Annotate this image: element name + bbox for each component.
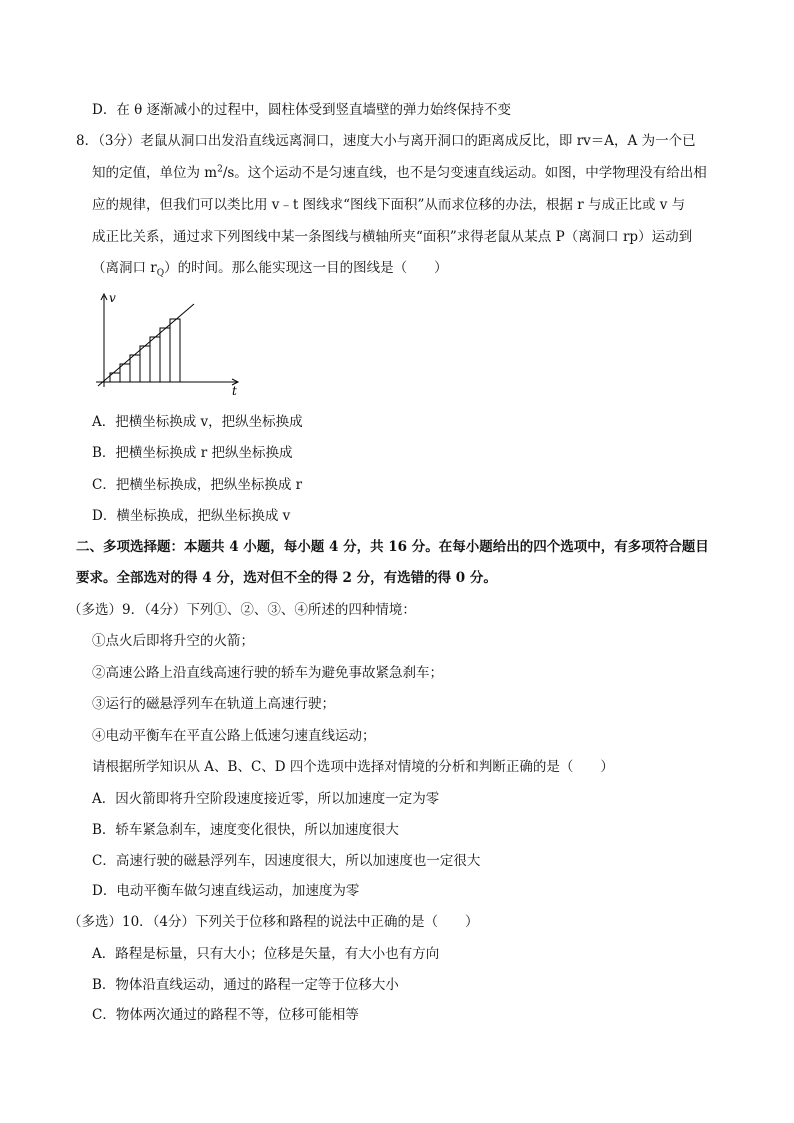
q9-scenario-1: ①点火后即将升空的火箭；	[92, 633, 254, 649]
section-2-header-line-1: 二、多项选择题：本题共 4 小题，每小题 4 分，共 16 分。在每小题给出的四个选项中，有多项符合题目	[76, 539, 709, 555]
q8-stem-line-5-pre: （离洞口 r	[92, 260, 157, 276]
q8-stem-line-5-post: ）的时间。那么能实现这一目的图线是（ ）	[164, 260, 448, 276]
q8-stem-line-2-post: /s。这个运动不是匀速直线，也不是匀变速直线运动。如图，中学物理没有给出相	[222, 165, 707, 181]
q9-scenario-2: ②高速公路上沿直线高速行驶的轿车为避免事故紧急刹车；	[92, 665, 443, 681]
area-strips	[110, 319, 180, 382]
q9-prompt: 请根据所学知识从 A、B、C、D 四个选项中选择对情境的分析和判断正确的是（ ）	[92, 759, 614, 775]
q10-option-b: B．物体沿直线运动，通过的路程一定等于位移大小	[92, 977, 399, 993]
q8-stem-line-5	[92, 258, 448, 278]
q10-title: （多选）10．（4分）下列关于位移和路程的说法中正确的是（ ）	[68, 914, 479, 930]
q7-option-d: D．在 θ 逐渐减小的过程中，圆柱体受到竖直墙壁的弹力始终保持不变	[92, 102, 512, 118]
q8-option-c: C．把横坐标换成，把纵坐标换成 r	[92, 477, 303, 493]
q8-stem-line-1: 8．（3分）老鼠从洞口出发沿直线远离洞口，速度大小与离开洞口的距离成反比，即 rv＝A，A 为一个已	[76, 133, 696, 149]
section-2-header-line-2: 要求。全部选对的得 4 分，选对但不全的得 2 分，有选错的得 0 分。	[76, 570, 497, 586]
q9-scenario-4: ④电动平衡车在平直公路上低速匀速直线运动；	[92, 728, 376, 744]
q10-option-a: A．路程是标量，只有大小；位移是矢量，有大小也有方向	[92, 946, 440, 962]
q9-scenario-3: ③运行的磁悬浮列车在轨道上高速行驶；	[92, 696, 335, 712]
q9-option-c: C．高速行驶的磁悬浮列车，因速度很大，所以加速度也一定很大	[92, 853, 481, 869]
q9-option-d: D．电动平衡车做匀速直线运动，加速度为零	[92, 883, 360, 899]
q8-stem-line-3: 应的规律，但我们可以类比用 v﹣t 图线求“图线下面积”从而求位移的办法，根据 r 与成正比或 v 与	[92, 197, 686, 213]
q8-stem-line-4: 成正比关系，通过求下列图线中某一条图线与横轴所夹“面积”求得老鼠从某点 P（离洞口 rp）运动到	[92, 229, 693, 245]
y-axis-label: v	[109, 291, 116, 305]
q8-stem-line-2-pre: 知的定值，单位为 m	[92, 165, 218, 181]
q8-option-a: A．把横坐标换成 v，把纵坐标换成	[92, 414, 303, 430]
q10-option-c: C．物体两次通过的路程不等，位移可能相等	[92, 1007, 359, 1023]
q8-stem-line-2	[92, 163, 707, 183]
q8-option-b: B．把横坐标换成 r 把纵坐标换成	[92, 445, 293, 461]
q8-option-d: D．横坐标换成，把纵坐标换成 v	[92, 508, 291, 524]
x-axis-label: t	[232, 384, 237, 398]
q9-title: （多选）9．（4分）下列①、②、③、④所述的四种情境：	[68, 602, 416, 618]
subscript-q: Q	[156, 268, 165, 279]
q9-option-a: A．因火箭即将升空阶段速度接近零，所以加速度一定为零	[92, 791, 440, 807]
vt-graph	[92, 290, 252, 400]
unit-exponent: 2	[217, 164, 223, 175]
q9-option-b: B．轿车紧急刹车，速度变化很快，所以加速度很大	[92, 822, 399, 838]
